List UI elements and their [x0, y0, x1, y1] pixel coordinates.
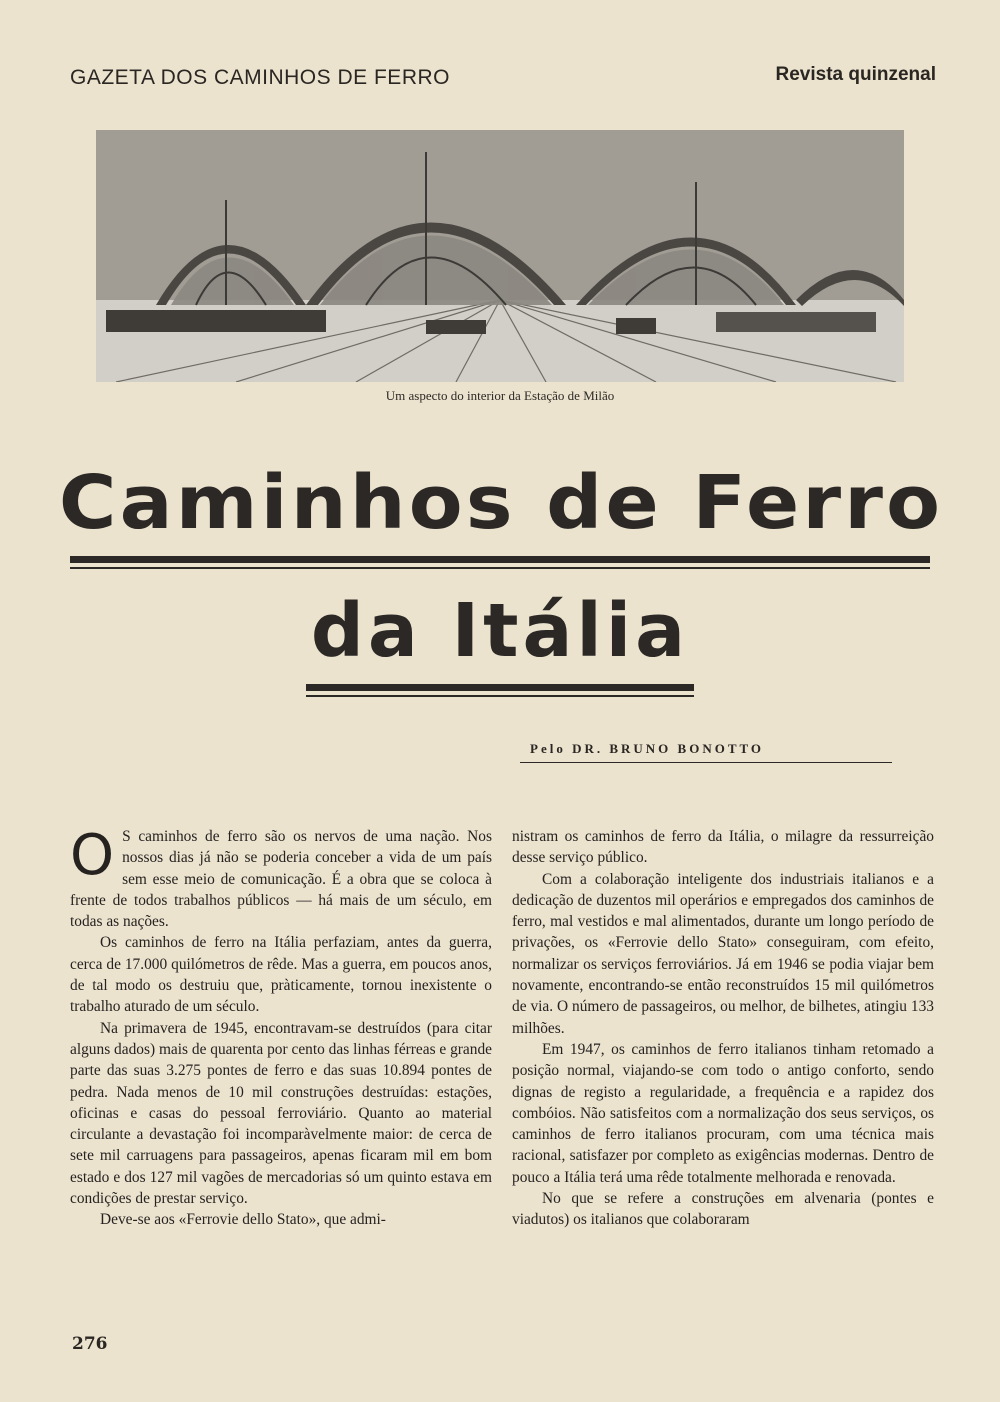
- page-number: 276: [72, 1334, 108, 1354]
- paragraph: Os caminhos de ferro na Itália perfaziam, antes da guerra, cerca de 17.000 quilómetros de rêde. Mas a guerra, em poucos anos, de tal modo os destruiu que, pràticamente, tornou inexistente o trabalho aturado de um século.: [70, 934, 492, 1016]
- paragraph: O S caminhos de ferro são os nervos de uma nação. Nos nossos dias já não se poderia conceber a vida de um país sem esse meio de comunicação. É a obra que se coloca à frente de todos trabalhos públicos — há mais de um século, em todas as nações.: [70, 823, 492, 931]
- byline-rule: [520, 762, 892, 763]
- paragraph: No que se refere a construções em alvenaria (pontes e viadutos) os italianos que colaboraram: [512, 1190, 934, 1229]
- subtitle-rule-thick: [306, 684, 694, 691]
- title-rule-thin: [70, 567, 930, 569]
- article-title-line-2: da Itália: [310, 588, 690, 674]
- photo-caption: Um aspecto do interior da Estação de Milão: [385, 388, 615, 403]
- title-rule-thick: [70, 556, 930, 563]
- publication-title: GAZETA DOS CAMINHOS DE FERRO: [70, 66, 450, 89]
- subtitle-rule-thin: [306, 695, 694, 697]
- article-column-left: [70, 823, 492, 1231]
- article-title-line-1: Caminhos de Ferro: [58, 460, 944, 546]
- article-column-right: [512, 826, 934, 1231]
- station-illustration: [96, 130, 904, 382]
- publication-frequency: Revista quinzenal: [775, 64, 936, 85]
- drop-cap: O: [70, 823, 115, 888]
- paragraph: nistram os caminhos de ferro da Itália, o milagre da ressurreição desse serviço público.: [512, 828, 934, 867]
- author-byline: Pelo DR. BRUNO BONOTTO: [530, 741, 765, 756]
- paragraph: Em 1947, os caminhos de ferro italianos tinham retomado a posição normal, viajando-se com todo o antigo conforto, sendo dignas de registo a regularidade, a frequência e a rapidez dos combóios. Não satisfeitos com a normalização dos seus serviços, os caminhos de ferro italianos procuram, com uma técnica mais racional, satisfazer por completo as exigências modernas. Dentro de pouco a Itália terá uma rêde totalmente melhorada e renovada.: [512, 1040, 934, 1186]
- paragraph: Na primavera de 1945, encontravam-se destruídos (para citar alguns dados) mais de quarenta por cento das linhas férreas e grande parte das suas 3.275 pontes de ferro e das suas 10.894 pontes de pedra. Nada menos de 10 mil construções destruídas: estações, oficinas e casas do pessoal ferroviário. Quanto ao material circulante a devastação foi incomparàvelmente maior: de cerca de sete mil carruagens para passageiros, apenas ficaram mil em bom estado e dos 127 mil vagões de mercadorias só um quinto estava em condições de prestar serviço.: [70, 1019, 492, 1208]
- paragraph: Com a colaboração inteligente dos industriais italianos e a dedicação de duzentos mil operários e empregados dos caminhos de ferro, mal vestidos e mal alimentados, durante um longo período de privações, os «Ferrovie dello Stato» conseguiram, com efeito, normalizar os serviços ferroviários. Já em 1946 se podia viajar bem novamente, encontrando-se então reconstruídos 15 mil quilómetros de via. O número de passageiros, ou melhor, de bilhetes, atingiu 133 milhões.: [512, 870, 934, 1037]
- paragraph: Deve-se aos «Ferrovie dello Stato», que admi-: [100, 1211, 386, 1229]
- station-photo: [96, 130, 904, 382]
